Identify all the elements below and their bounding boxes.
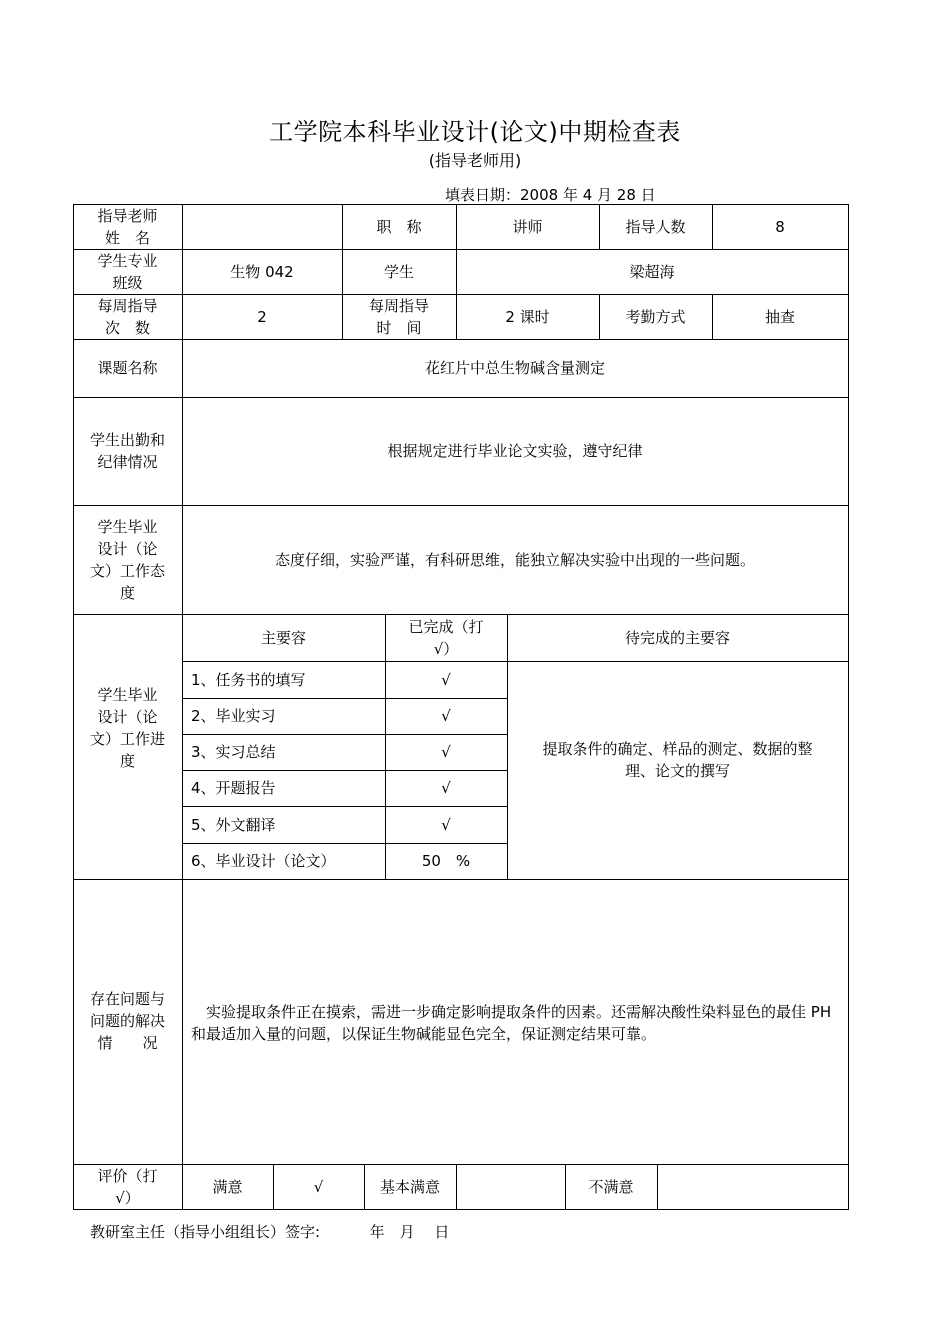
weekly-times-field[interactable]: 2: [257, 307, 267, 326]
weekly-hours-field[interactable]: 2 课时: [505, 307, 550, 326]
progress-pending-field[interactable]: 提取条件的确定、样品的测定、数据的整 理、论文的撰写: [542, 740, 813, 780]
progress-item-done[interactable]: 50 %: [421, 852, 471, 870]
label-attitude: 学生毕业 设计（论 文）工作态 度: [89, 517, 165, 602]
major-class-field[interactable]: 生物 042: [230, 262, 294, 281]
attendance-method-field[interactable]: 抽查: [764, 307, 795, 326]
label-title: 职 称: [376, 217, 422, 236]
label-attendance-method: 考勤方式: [625, 307, 686, 326]
eval-basic-mark[interactable]: [456, 1164, 565, 1209]
progress-item-done[interactable]: √: [441, 815, 451, 834]
form-title: 工学院本科毕业设计(论文)中期检查表: [269, 118, 681, 146]
label-discipline: 学生出勤和 纪律情况: [89, 431, 165, 471]
label-problems: 存在问题与 问题的解决 情 况: [89, 989, 165, 1052]
progress-item-name: 6、毕业设计（论文）: [191, 852, 336, 870]
topic-field[interactable]: 花红片中总生物碱含量测定: [424, 359, 605, 377]
signature-label: 教研室主任（指导小组组长）签字:: [90, 1223, 321, 1241]
progress-item-done[interactable]: √: [441, 779, 451, 797]
signature-line: [90, 1221, 449, 1242]
label-student: 学生: [383, 262, 414, 281]
progress-item-name: 1、任务书的填写: [191, 670, 306, 689]
label-evaluation: 评价（打 √）: [97, 1166, 158, 1207]
form-subtitle: (指导老师用): [428, 151, 522, 170]
eval-basic-label: 基本满意: [379, 1177, 440, 1196]
eval-satisfied-label: 满意: [212, 1177, 243, 1196]
progress-item-done[interactable]: √: [441, 670, 451, 689]
title-field[interactable]: 讲师: [512, 217, 543, 236]
attitude-field[interactable]: 态度仔细，实验严谨，有科研思维，能独立解决实验中出现的一些问题。: [274, 550, 755, 569]
discipline-field[interactable]: 根据规定进行毕业论文实验，遵守纪律: [387, 442, 643, 460]
progress-item-done[interactable]: √: [441, 743, 451, 761]
student-name-field[interactable]: 梁超海: [629, 262, 675, 281]
advisee-count-field[interactable]: 8: [775, 217, 785, 236]
eval-unsatisfied-mark[interactable]: [657, 1164, 848, 1209]
problems-field[interactable]: 实验提取条件正在摸索，需进一步确定影响提取条件的因素。还需解决酸性染料显色的最佳 PH 和最适加入量的问题，以保证生物碱能显色完全，保证测定结果可靠。: [191, 1003, 832, 1043]
progress-header-pending: 待完成的主要容: [624, 628, 730, 647]
label-topic: 课题名称: [97, 359, 158, 377]
fill-date: 填表日期：2008 年 4 月 28 日: [445, 186, 656, 204]
progress-header-done: 已完成（打 √）: [408, 617, 484, 658]
progress-item-name: 3、实习总结: [191, 743, 276, 761]
progress-header-main: 主要容: [260, 628, 306, 647]
progress-item-name: 2、毕业实习: [191, 707, 276, 725]
signature-date-label: 年 月 日: [369, 1223, 450, 1241]
eval-satisfied-mark[interactable]: √: [313, 1177, 324, 1196]
label-major-class: 学生专业 班级: [97, 251, 158, 292]
progress-item-name: 5、外文翻译: [191, 815, 276, 834]
label-progress: 学生毕业 设计（论 文）工作进 度: [89, 685, 165, 770]
advisor-name-field[interactable]: [182, 204, 342, 249]
label-advisor-name: 指导老师 姓 名: [97, 206, 158, 247]
progress-item-done[interactable]: √: [441, 707, 451, 725]
label-weekly-hours: 每周指导 时 间: [368, 296, 429, 337]
eval-unsatisfied-label: 不满意: [588, 1177, 634, 1196]
label-weekly-times: 每周指导 次 数: [97, 296, 158, 337]
label-advisee-count: 指导人数: [625, 217, 686, 236]
progress-item-name: 4、开题报告: [191, 779, 276, 797]
